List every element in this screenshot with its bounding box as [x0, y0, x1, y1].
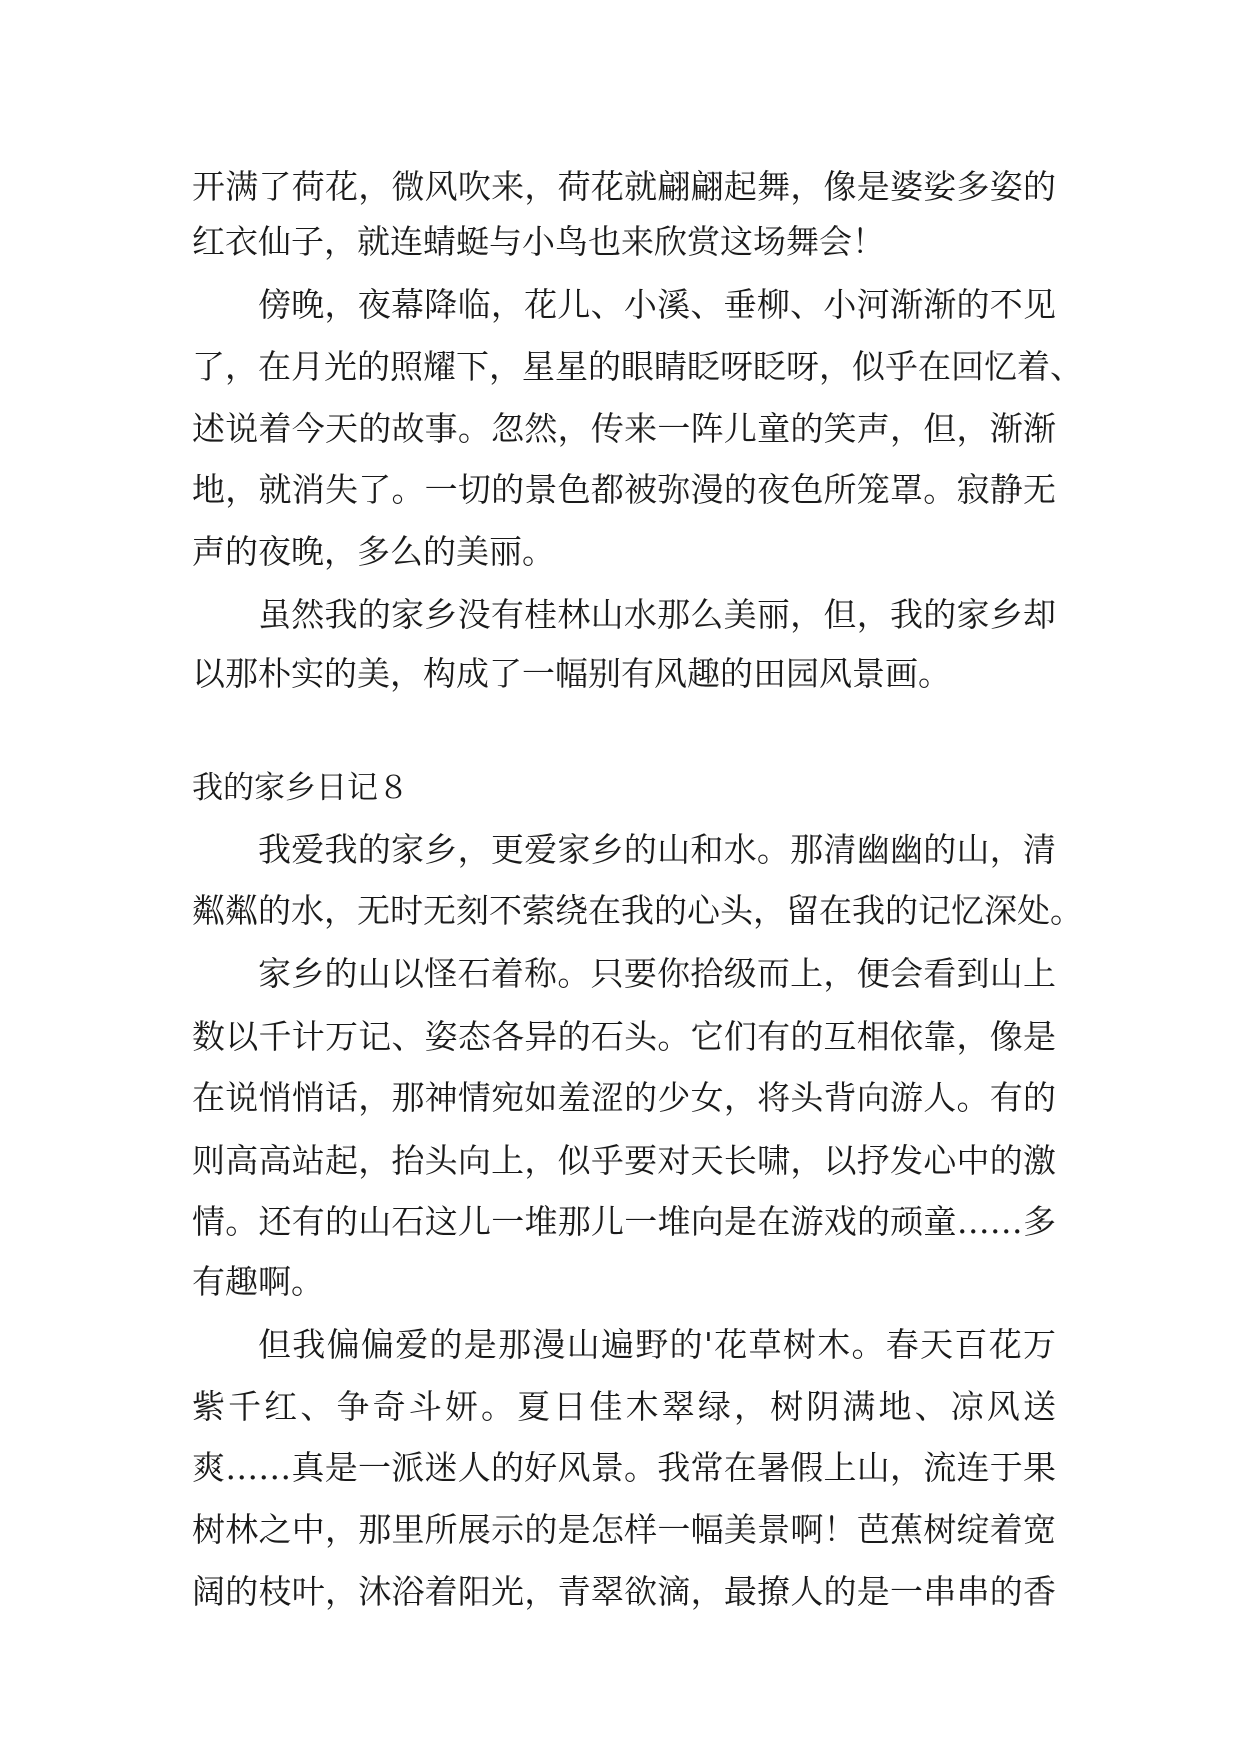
text-line: 红衣仙子，就连蜻蜓与小鸟也来欣赏这场舞会！ [192, 222, 885, 261]
text-line: 虽然我的家乡没有桂林山水那么美丽，但，我的家乡却 [258, 595, 1056, 634]
text-line: 树林之中，那里所展示的是怎样一幅美景啊！芭蕉树绽着宽 [192, 1510, 1056, 1549]
text-line: 傍晚，夜幕降临，花儿、小溪、垂柳、小河渐渐的不见 [258, 285, 1056, 324]
text-line: 在说悄悄话，那神情宛如羞涩的少女，将头背向游人。有的 [192, 1078, 1056, 1117]
text-line: 爽……真是一派迷人的好风景。我常在暑假上山，流连于果 [192, 1448, 1056, 1487]
text-line: 开满了荷花，微风吹来，荷花就翩翩起舞，像是婆娑多姿的 [192, 167, 1056, 206]
text-line: 述说着今天的故事。忽然，传来一阵儿童的笑声，但，渐渐 [192, 409, 1056, 448]
text-line: 家乡的山以怪石着称。只要你拾级而上，便会看到山上 [258, 954, 1056, 993]
text-line: 紫千红、争奇斗妍。夏日佳木翠绿，树阴满地、凉风送 [192, 1387, 1056, 1426]
text-line: 则高高站起，抬头向上，似乎要对天长啸，以抒发心中的激 [192, 1141, 1056, 1180]
text-line: 了，在月光的照耀下，星星的眼睛眨呀眨呀，似乎在回忆着、 [192, 347, 1083, 386]
text-line: 有趣啊。 [192, 1262, 324, 1301]
text-line: 数以千计万记、姿态各异的石头。它们有的互相依靠，像是 [192, 1017, 1056, 1056]
text-line: 声的夜晚，多么的美丽。 [192, 532, 555, 571]
text-line: 粼粼的水，无时无刻不萦绕在我的心头，留在我的记忆深处。 [192, 891, 1083, 930]
text-line: 情。还有的山石这儿一堆那儿一堆向是在游戏的顽童……多 [192, 1202, 1056, 1241]
text-line: 以那朴实的美，构成了一幅别有风趣的田园风景画。 [192, 654, 951, 693]
text-line: 但我偏偏爱的是那漫山遍野的'花草树木。春天百花万 [258, 1325, 1056, 1364]
section-title: 我的家乡日记８ [192, 770, 409, 806]
text-line: 地，就消失了。一切的景色都被弥漫的夜色所笼罩。寂静无 [192, 470, 1056, 509]
text-line: 阔的枝叶，沐浴着阳光，青翠欲滴，最撩人的是一串串的香 [192, 1572, 1056, 1611]
text-line: 我爱我的家乡，更爱家乡的山和水。那清幽幽的山，清 [258, 830, 1056, 869]
